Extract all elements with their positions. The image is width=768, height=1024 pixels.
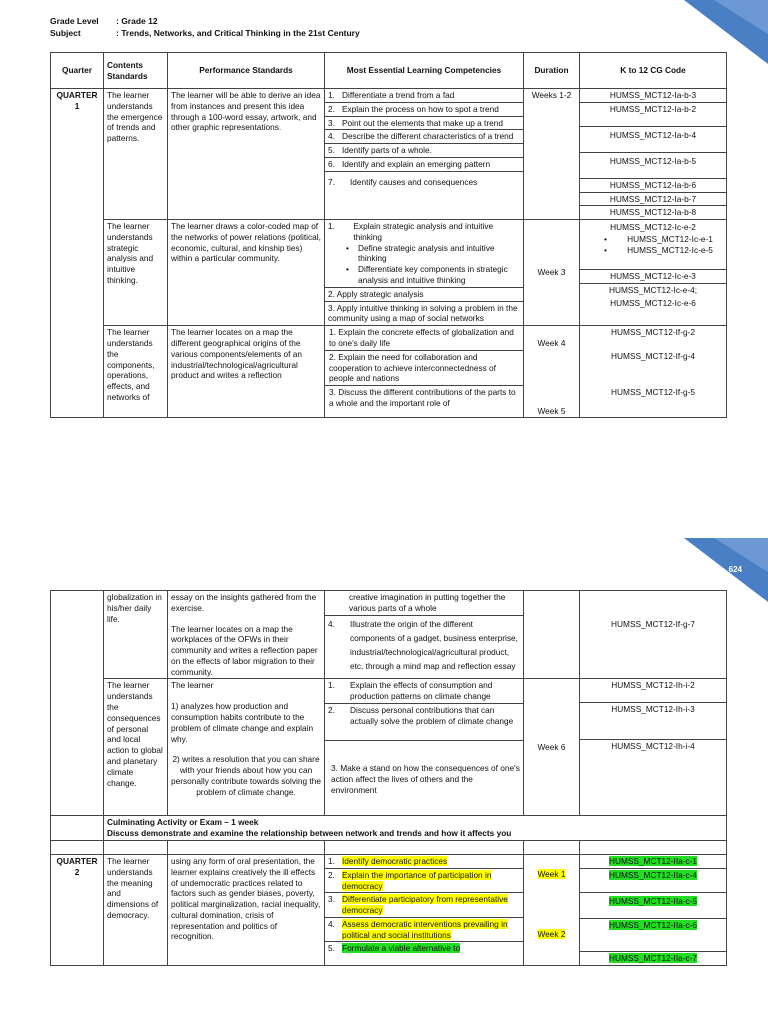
cg-code: HUMSS_MCT12-Ia-b-4 xyxy=(580,127,726,153)
subject-label: Subject xyxy=(50,28,81,38)
quarter-cell-empty xyxy=(51,591,104,816)
content-standard: The learner understands the emergence of trends and patterns. xyxy=(104,89,168,220)
col-content-standards: Contents Standards xyxy=(104,53,168,89)
competency-item: 1. Identify democratic practices xyxy=(325,855,523,869)
table-row xyxy=(51,326,727,418)
duration-cell: Week 3 xyxy=(524,220,580,326)
cg-code: HUMSS_MCT12-If-g-2 xyxy=(611,327,695,338)
competency-item: 6. Identify and explain an emerging pattern xyxy=(325,158,523,172)
competency-item: 3. Apply intuitive thinking in solving a problem in the community using a map of social networks xyxy=(328,302,518,324)
competency-item: 2. Explain the importance of participation in democracy xyxy=(325,869,523,894)
performance-standard: The learner locates on a map the different geographical origins of the various components/elements of an industrial/technological/agricultural product and writes a reflection xyxy=(168,326,325,418)
table-row xyxy=(51,679,727,816)
competency-item: 3. Discuss the different contributions of the parts to a whole and the important role of xyxy=(329,387,516,408)
performance-standard: The learner 1) analyzes how production and consumption habits contribute to the problem of climate change and explain why. 2) writes a resolution that you can share with your friends about how you can personally contribute towards solving the problem of climate change. xyxy=(168,679,325,816)
cg-code: HUMSS_MCT12-Ic-e-6 xyxy=(610,298,696,309)
quarter-cell: QUARTER 1 xyxy=(51,89,104,418)
cg-code: HUMSS_MCT12-IIa-c-4 xyxy=(580,869,726,893)
competency-item: 3. Make a stand on how the consequences of one's action affect the lives of others and the environment xyxy=(331,763,520,795)
competency-item: 4. Illustrate the origin of the different components of a gadget, business enterprise, industrial/technological/agricultural product, etc. through a mind map and reflection essay xyxy=(328,618,518,671)
competency-item: 7. Identify causes and consequences xyxy=(328,176,478,187)
cg-code: HUMSS_MCT12-Ic-e-4; xyxy=(608,285,698,296)
content-standard: globalization in his/her daily life. xyxy=(104,591,168,679)
content-standard: The learner understands the components, operations, effects, and networks of xyxy=(104,326,168,418)
competency-item: 2. Explain the need for collaboration and cooperation to achieve interconnectedness of people and nations xyxy=(325,351,523,386)
performance-standard: essay on the insights gathered from the exercise. The learner locates on a map the workplaces of the OFWs in their community and writes a reflection paper on the effects of labor migration to their community. xyxy=(168,591,325,679)
cg-code: HUMSS_MCT12-Ih-i-2 xyxy=(580,679,726,703)
col-cg-code: K to 12 CG Code xyxy=(580,53,727,89)
grade-value: : Grade 12 xyxy=(116,16,158,26)
cg-code: HUMSS_MCT12-Ia-b-2 xyxy=(580,103,726,127)
cg-code: HUMSS_MCT12-Ia-b-8 xyxy=(609,207,697,218)
culminating-row xyxy=(51,816,727,841)
competency-item: 1. Explain strategic analysis and intuitive thinking • Define strategic analysis and intuitive thinking • Differentiate key components in strategic analysis and intuitive thinking xyxy=(325,220,523,288)
cg-code: HUMSS_MCT12-IIa-c-6 xyxy=(580,919,726,952)
curriculum-table-page-1 xyxy=(50,52,727,418)
competency-item: 5. Identify parts of a whole. xyxy=(325,144,523,158)
page-number: 624 xyxy=(728,565,742,574)
cg-code: HUMSS_MCT12-If-g-5 xyxy=(611,387,695,398)
cg-code: HUMSS_MCT12-IIa-c-7 xyxy=(608,952,698,963)
table-row xyxy=(51,591,727,679)
cg-code: HUMSS_MCT12-Ih-i-3 xyxy=(580,703,726,740)
cg-code: HUMSS_MCT12-Ih-i-4 xyxy=(611,741,695,752)
document-header xyxy=(50,16,360,40)
competency-list xyxy=(325,854,524,965)
code-list xyxy=(580,326,727,418)
col-performance-standards: Performance Standards xyxy=(168,53,325,89)
competency-item: 3. Point out the elements that make up a trend xyxy=(325,117,523,131)
performance-standard: The learner draws a color-coded map of the networks of power relations (political, economic, cultural, and kinship ties) within a particular community. xyxy=(168,220,325,326)
content-standard: The learner understands strategic analysis and intuitive thinking. xyxy=(104,220,168,326)
code-list xyxy=(580,679,727,816)
competency-list xyxy=(325,591,524,679)
competency-item: 1. Explain the effects of consumption and production patterns on climate change xyxy=(325,679,523,704)
culminating-activity: Culminating Activity or Exam – 1 week Discuss demonstrate and examine the relationship between network and trends and how it affects you xyxy=(104,816,727,841)
cg-code: HUMSS_MCT12-If-g-7 xyxy=(611,619,695,629)
table-row xyxy=(51,220,727,326)
duration-cell: Week 6 xyxy=(524,679,580,816)
competency-item: 1. Differentiate a trend from a fad xyxy=(325,89,523,103)
culminating-empty xyxy=(51,816,104,841)
grade-label: Grade Level xyxy=(50,16,99,26)
cg-code: HUMSS_MCT12-IIa-c-5 xyxy=(580,893,726,919)
cg-code: HUMSS_MCT12-Ia-b-5 xyxy=(580,153,726,179)
table-header-row xyxy=(51,53,727,89)
cg-code: HUMSS_MCT12-Ia-b-7 xyxy=(580,193,726,207)
competency-list xyxy=(325,220,524,326)
content-standard: The learner understands the meaning and dimensions of democracy. xyxy=(104,854,168,965)
cg-code: HUMSS_MCT12-Ia-b-3 xyxy=(580,89,726,103)
competency-item: 2. Explain the process on how to spot a trend xyxy=(325,103,523,117)
competency-item: creative imagination in putting together the various parts of a whole xyxy=(325,591,523,616)
col-quarter: Quarter xyxy=(51,53,104,89)
competency-item: 3. Differentiate participatory from representative democracy xyxy=(325,893,523,918)
cg-code-group: HUMSS_MCT12-Ic-e-2 • HUMSS_MCT12-Ic-e-1 • HUMSS_MCT12-Ic-e-5 xyxy=(580,220,726,270)
code-list xyxy=(580,854,727,965)
cg-code: HUMSS_MCT12-Ic-e-3 xyxy=(580,270,726,284)
competency-item: 1. Explain the concrete effects of globalization and to one's daily life xyxy=(325,326,523,351)
competency-item: 2. Discuss personal contributions that can actually solve the problem of climate change xyxy=(325,704,523,741)
performance-standard: using any form of oral presentation, the learner explains creatively the ill effects of undemocratic practices related to factors such as gender biases, poverty, political marginalization, racial inequality, cultural domination, crisis of representation and politics of recognition. xyxy=(168,854,325,965)
competency-item: 2. Apply strategic analysis xyxy=(325,288,523,302)
subject-value: : Trends, Networks, and Critical Thinking in the 21st Century xyxy=(116,28,360,38)
table-row xyxy=(51,854,727,965)
duration-cell xyxy=(524,591,580,679)
competency-item: 4. Describe the different characteristics of a trend xyxy=(325,130,523,144)
performance-standard: The learner will be able to derive an idea from instances and present this idea through a 100-word essay, artwork, and other graphic representations. xyxy=(168,89,325,220)
duration-cell: Week 4 Week 5 xyxy=(524,326,580,418)
col-duration: Duration xyxy=(524,53,580,89)
cg-code: HUMSS_MCT12-Ia-b-6 xyxy=(580,179,726,193)
duration-cell: Week 1 Week 2 xyxy=(524,854,580,965)
duration-cell: Weeks 1-2 xyxy=(524,89,580,220)
spacer-row xyxy=(51,840,727,854)
cg-code: HUMSS_MCT12-IIa-c-1 xyxy=(580,855,726,869)
code-list xyxy=(580,89,727,220)
quarter-cell: QUARTER 2 xyxy=(51,854,104,965)
curriculum-table-page-2 xyxy=(50,590,727,966)
competency-list xyxy=(325,326,524,418)
code-list xyxy=(580,220,727,326)
col-competencies: Most Essential Learning Competencies xyxy=(325,53,524,89)
competency-item: 4. Assess democratic interventions prevailing in political and social institutions xyxy=(325,918,523,943)
code-list xyxy=(580,591,727,679)
cg-code: HUMSS_MCT12-If-g-4 xyxy=(611,351,695,362)
competency-list xyxy=(325,89,524,220)
table-row xyxy=(51,89,727,220)
content-standard: The learner understands the consequences of personal and local action to global and planetary climate change. xyxy=(104,679,168,816)
competency-item: 5. Formulate a viable alternative to xyxy=(328,943,461,954)
competency-list xyxy=(325,679,524,816)
